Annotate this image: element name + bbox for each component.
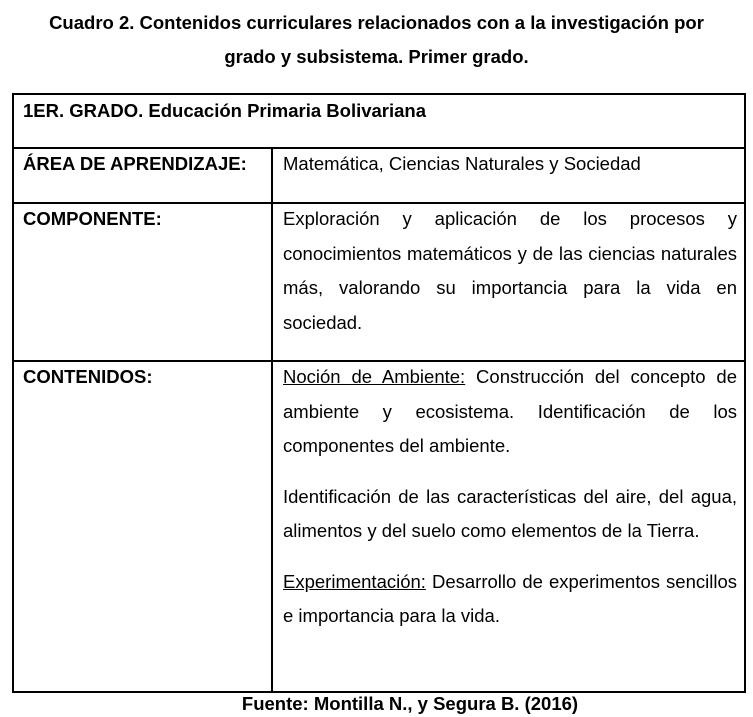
area-label: ÁREA DE APRENDIZAJE: (23, 153, 247, 174)
column-divider (271, 147, 273, 692)
contents-value (283, 360, 737, 634)
contents-paragraph-2 (283, 480, 737, 549)
component-text: Exploración y aplicación de los procesos y conocimientos matemáticos y de las ciencias naturales más, valorando su importancia para la vida en sociedad. (283, 208, 737, 333)
contents-paragraph-1 (283, 360, 737, 464)
component-label: COMPONENTE: (23, 208, 162, 229)
contents-paragraph-3-text: Desarrollo de experimentos sencillos e importancia para la vida. (283, 570, 737, 626)
component-value (283, 202, 737, 340)
grade-header: 1ER. GRADO. Educación Primaria Bolivariana (23, 100, 427, 121)
contents-paragraph-3-title: Experimentación: (283, 570, 426, 592)
area-value: Matemática, Ciencias Naturales y Sociedad (283, 153, 641, 174)
contents-paragraph-3 (283, 565, 737, 634)
contents-label: CONTENIDOS: (23, 366, 153, 387)
contents-paragraph-2-text: Identificación de las características del aire, del agua, alimentos y del suelo como elementos de la Tierra. (283, 485, 737, 541)
table-caption (0, 6, 753, 74)
caption-line-1: Cuadro 2. Contenidos curriculares relacionados con a la investigación por (49, 12, 704, 33)
caption-line-2: grado y subsistema. Primer grado. (224, 46, 529, 67)
source-citation: Fuente: Montilla N., y Segura B. (2016) (241, 693, 579, 714)
contents-paragraph-1-title: Noción de Ambiente: (283, 366, 466, 387)
contents-paragraph-1-text: Construcción del concepto de ambiente y ecosistema. Identificación de los componentes del ambiente. (283, 366, 737, 456)
